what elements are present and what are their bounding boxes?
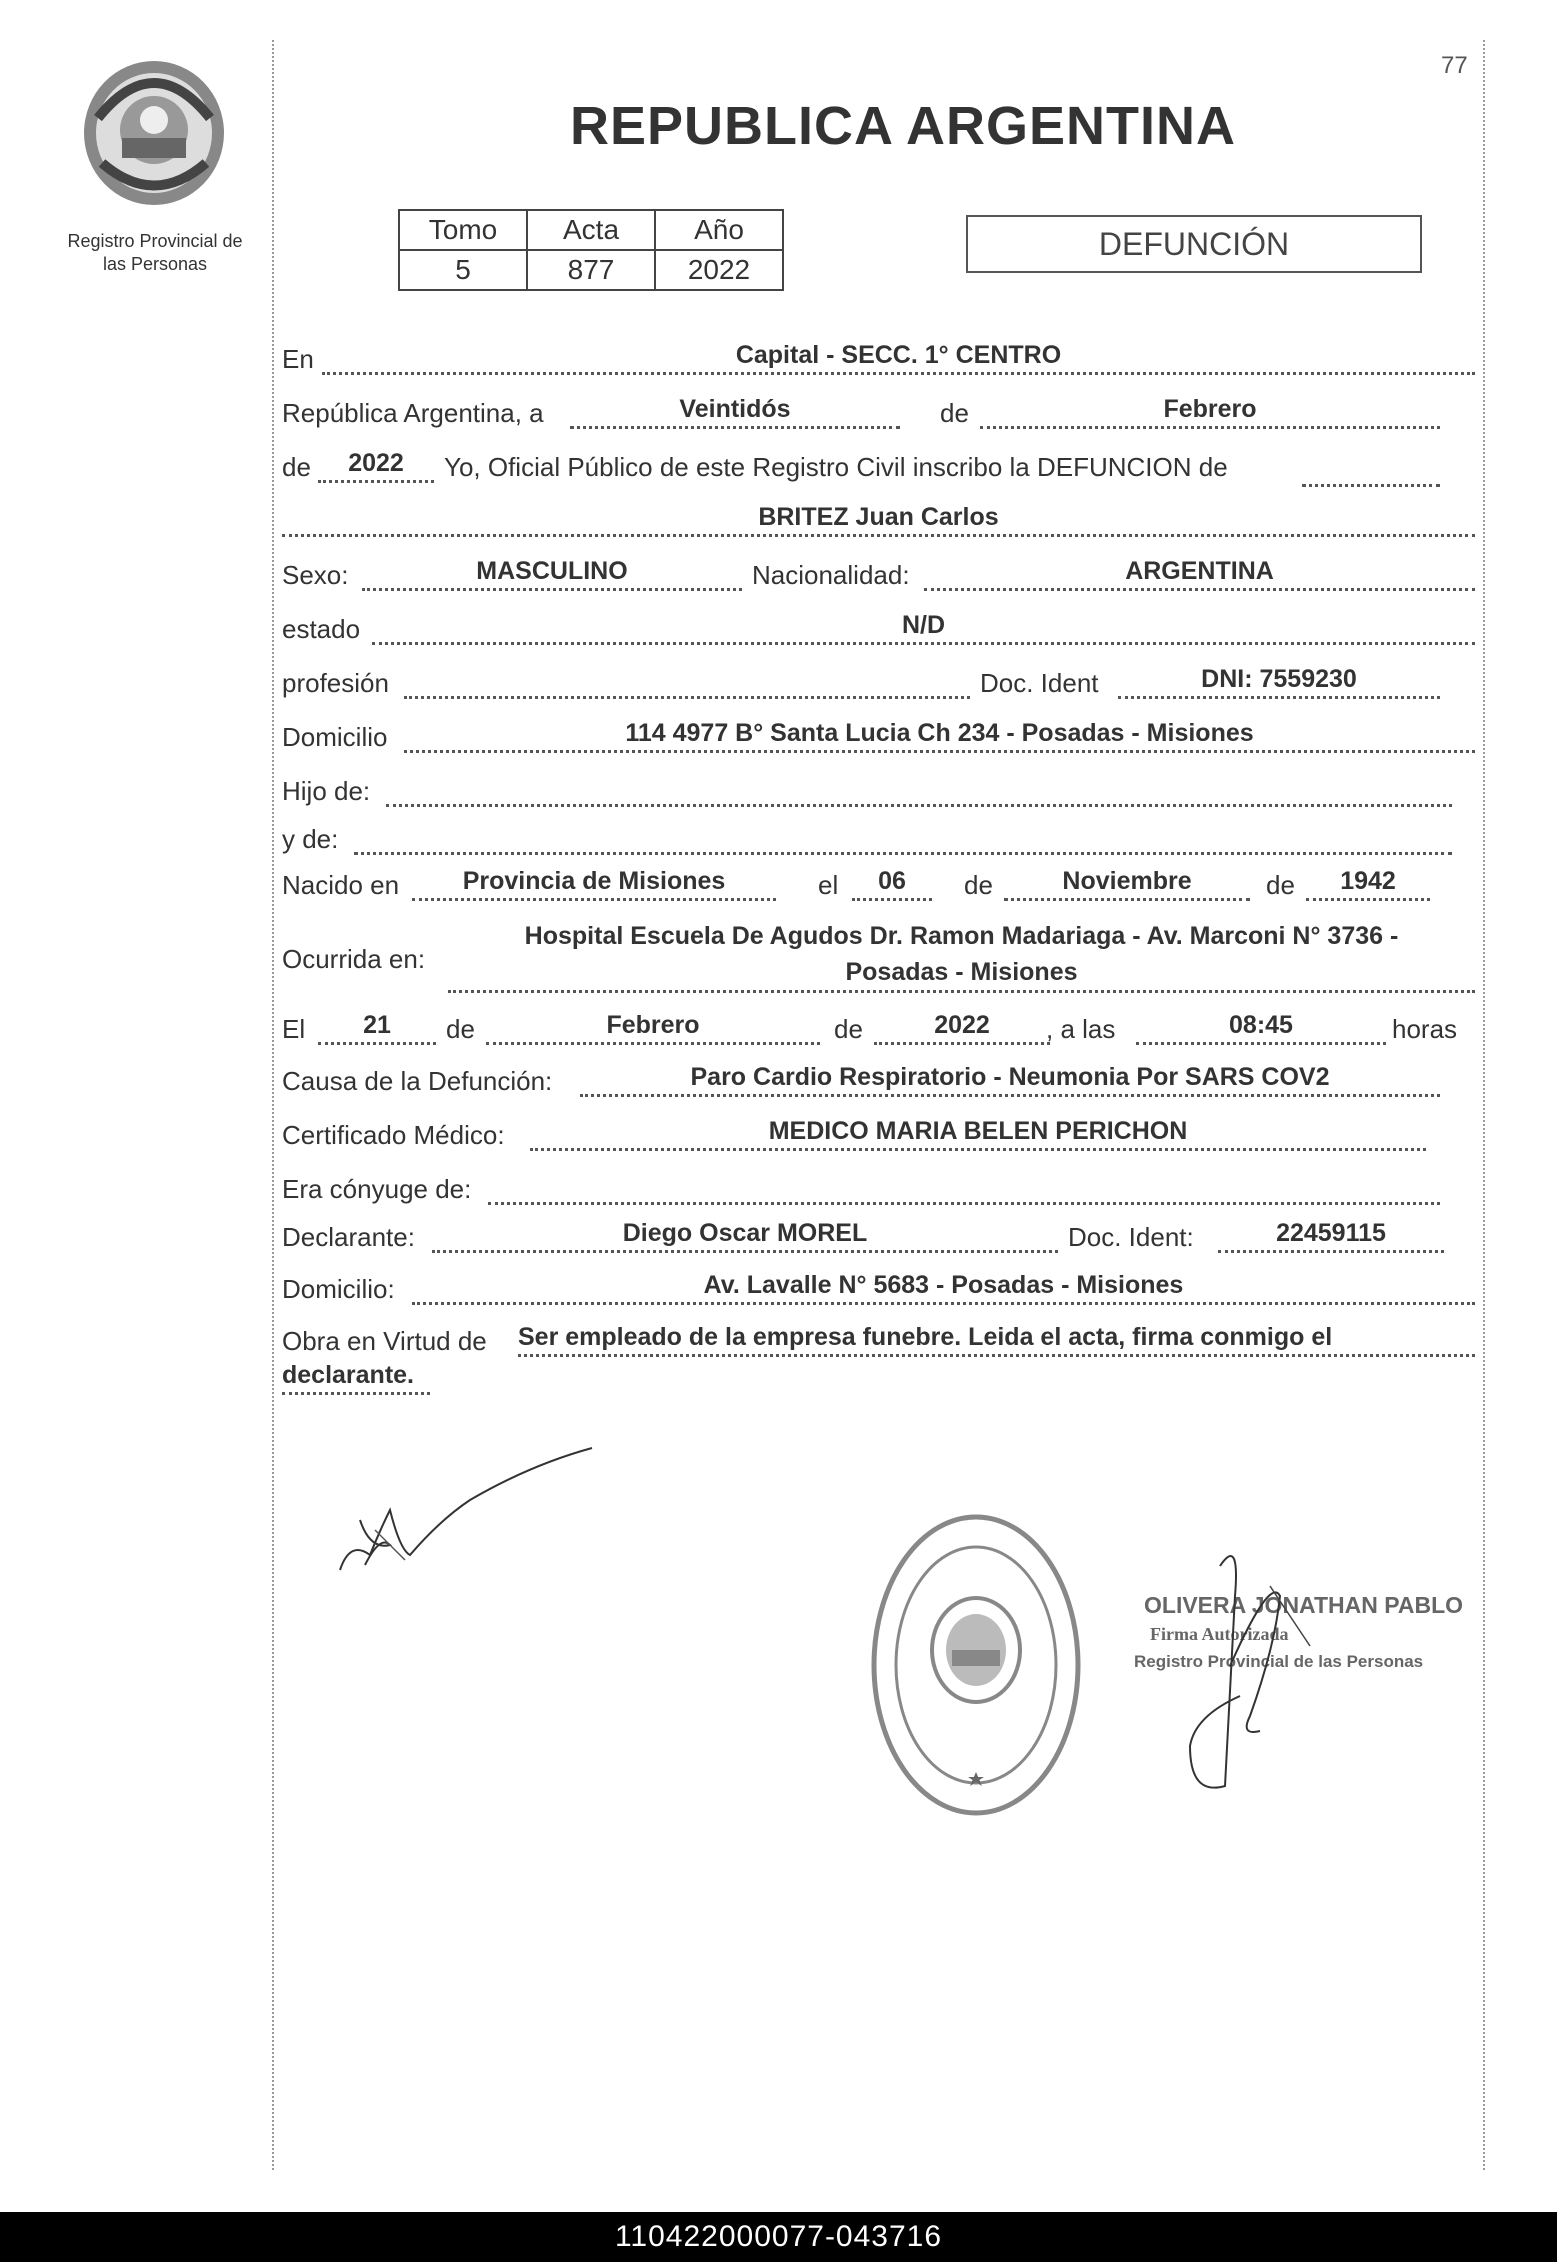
value-def-dia: 21 — [318, 1010, 436, 1045]
header-anio: Año — [655, 210, 783, 250]
seal-caption — [40, 230, 270, 276]
label-de4: de — [1266, 870, 1295, 900]
value-declarante-doc: 22459115 — [1218, 1218, 1444, 1253]
label-causa: Causa de la Defunción: — [282, 1066, 553, 1096]
stamp-official-org: Registro Provincial de las Personas — [1134, 1652, 1424, 1671]
value-declarante-domicilio: Av. Lavalle N° 5683 - Posadas - Misiones — [412, 1270, 1475, 1305]
label-domicilio2: Domicilio: — [282, 1274, 395, 1304]
value-ocurrida — [448, 918, 1475, 993]
header-tomo: Tomo — [399, 210, 527, 250]
value-causa: Paro Cardio Respiratorio - Neumonia Por SARS COV2 — [580, 1062, 1440, 1097]
value-def-mes: Febrero — [486, 1010, 820, 1045]
seal-caption-line1: Registro Provincial de — [67, 231, 243, 251]
label-horas: horas — [1392, 1014, 1458, 1044]
value-nac-mes: Noviembre — [1004, 866, 1250, 901]
left-margin-line — [272, 40, 274, 2170]
value-hora: 08:45 — [1136, 1010, 1386, 1045]
label-en: En — [282, 344, 314, 374]
value-obra-line1: Ser empleado de la empresa funebre. Leida el acta, firma conmigo el — [518, 1322, 1475, 1357]
label-conyuge: Era cónyuge de: — [282, 1174, 472, 1204]
label-statement: Yo, Oficial Público de este Registro Civil inscribo la DEFUNCION de — [444, 452, 1228, 482]
value-doc: DNI: 7559230 — [1118, 664, 1440, 699]
value-hijo-de — [386, 772, 1452, 807]
label-el2: El — [282, 1014, 306, 1044]
label-de3: de — [964, 870, 993, 900]
label-estado: estado — [282, 614, 361, 644]
label-y-de: y de: — [282, 824, 339, 854]
value-lugar: Capital - SECC. 1° CENTRO — [322, 340, 1475, 375]
label-de5: de — [446, 1014, 475, 1044]
value-y-de — [354, 820, 1452, 855]
value-ocurrida-line1: Hospital Escuela De Agudos Dr. Ramon Madariaga - Av. Marconi N° 3736 - — [524, 922, 1399, 950]
value-nacido-en: Provincia de Misiones — [412, 866, 776, 901]
label-domicilio: Domicilio — [282, 722, 388, 752]
header-acta: Acta — [527, 210, 655, 250]
right-margin-line — [1483, 40, 1485, 2170]
value-conyuge — [488, 1170, 1440, 1205]
page-number: 77 — [1441, 52, 1468, 79]
label-doc-ident: Doc. Ident — [980, 668, 1099, 698]
page-title: REPUBLICA ARGENTINA — [570, 96, 1236, 156]
value-anio: 2022 — [318, 448, 434, 483]
value-nacionalidad: ARGENTINA — [924, 556, 1475, 591]
value-estado: N/D — [372, 610, 1475, 645]
value-anio: 2022 — [655, 250, 783, 290]
value-domicilio: 114 4977 B° Santa Lucia Ch 234 - Posadas - Misiones — [404, 718, 1475, 753]
label-el: el — [818, 870, 839, 900]
declarant-signature-icon — [330, 1440, 600, 1580]
label-ocurrida-en: Ocurrida en: — [282, 944, 426, 974]
label-hijo-de: Hijo de: — [282, 776, 371, 806]
value-sexo: MASCULINO — [362, 556, 742, 591]
value-certificado: MEDICO MARIA BELEN PERICHON — [530, 1116, 1426, 1151]
footer-document-code: 110422000077-043716 — [0, 2212, 1557, 2262]
stamp-official-name: OLIVERA JONATHAN PABLO — [1144, 1592, 1464, 1618]
value-profesion — [404, 664, 970, 699]
value-nac-dia: 06 — [852, 866, 932, 901]
seal-caption-line2: las Personas — [102, 254, 208, 274]
value-obra-line2: declarante. — [282, 1360, 430, 1395]
provincial-seal-icon — [78, 58, 230, 208]
record-type-box: DEFUNCIÓN — [966, 215, 1422, 273]
statement-fill — [1302, 454, 1440, 487]
label-sexo: Sexo: — [282, 560, 349, 590]
value-dia: Veintidós — [570, 394, 900, 429]
label-certificado: Certificado Médico: — [282, 1120, 505, 1150]
label-declarante: Declarante: — [282, 1222, 415, 1252]
label-de: de — [940, 398, 969, 428]
label-de2: de — [282, 452, 311, 482]
value-def-anio: 2022 — [874, 1010, 1050, 1045]
value-tomo: 5 — [399, 250, 527, 290]
stamp-official-role: Firma Autorizada — [1150, 1624, 1289, 1644]
label-profesion: profesión — [282, 668, 389, 698]
label-a-las: , a las — [1046, 1014, 1116, 1044]
label-obra: Obra en Virtud de — [282, 1326, 487, 1356]
label-de6: de — [834, 1014, 863, 1044]
label-republica: República Argentina, a — [282, 398, 544, 428]
value-fallecido: BRITEZ Juan Carlos — [282, 502, 1475, 537]
value-acta: 877 — [527, 250, 655, 290]
label-nacido-en: Nacido en — [282, 870, 400, 900]
record-table — [398, 209, 784, 291]
official-stamp-icon — [866, 1510, 1086, 1820]
value-ocurrida-line2: Posadas - Misiones — [845, 958, 1078, 986]
value-mes: Febrero — [980, 394, 1440, 429]
value-nac-anio: 1942 — [1306, 866, 1430, 901]
value-declarante: Diego Oscar MOREL — [432, 1218, 1058, 1253]
label-nacionalidad: Nacionalidad: — [752, 560, 910, 590]
label-doc-ident2: Doc. Ident: — [1068, 1222, 1194, 1252]
official-signature-icon — [1170, 1536, 1320, 1816]
